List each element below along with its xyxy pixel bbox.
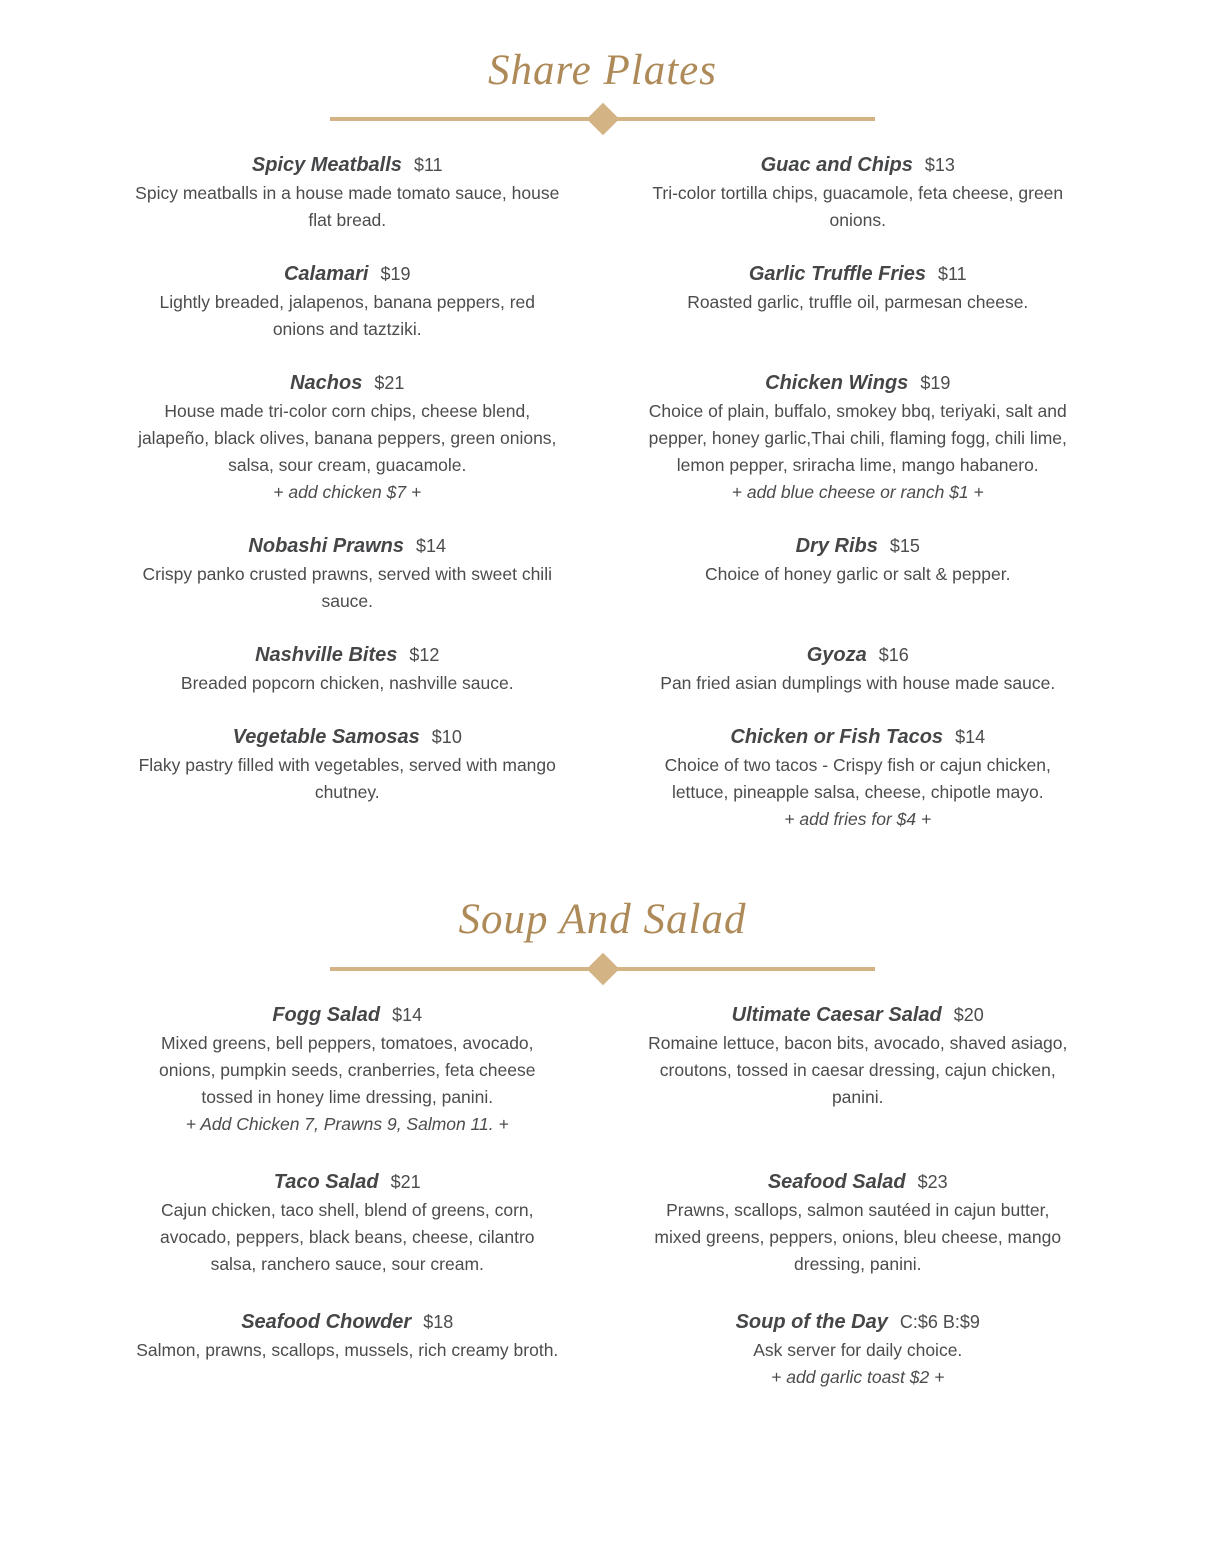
menu-item-dry-ribs <box>611 532 1106 615</box>
item-header <box>611 260 1106 288</box>
item-header <box>611 723 1106 751</box>
item-addon-note: + add chicken $7 + <box>273 482 422 503</box>
item-price: $12 <box>409 645 440 666</box>
item-description: Lightly breaded, jalapenos, banana peppers, red onions and taztziki. <box>159 292 536 340</box>
item-name: Gyoza <box>806 644 867 667</box>
item-header <box>611 1308 1106 1336</box>
menu-item-soup-of-the-day <box>611 1308 1106 1391</box>
item-name: Chicken or Fish Tacos <box>730 726 944 749</box>
item-header <box>100 532 595 560</box>
item-price: C:$6 B:$9 <box>899 1311 980 1332</box>
item-description: Cajun chicken, taco shell, blend of greens, corn, avocado, peppers, black beans, cheese, cilantro salsa, ranchero sauce, sour cream. <box>159 1199 535 1274</box>
item-header <box>100 1168 595 1196</box>
item-name: Fogg Salad <box>272 1003 381 1026</box>
item-description: Pan fried asian dumplings with house made sauce. <box>660 673 1056 694</box>
soup-and-salad-columns <box>0 1001 1205 1391</box>
item-header <box>100 641 595 669</box>
menu-item-spicy-meatballs <box>100 151 595 234</box>
item-name: Vegetable Samosas <box>232 726 420 749</box>
item-name: Soup of the Day <box>735 1310 888 1333</box>
item-name: Seafood Salad <box>767 1170 906 1193</box>
item-price: $11 <box>937 264 967 285</box>
menu-item-chicken-or-fish-tacos <box>611 723 1106 833</box>
section-divider <box>330 117 875 121</box>
item-price: $19 <box>920 373 951 394</box>
item-header <box>611 1001 1106 1029</box>
menu-item-garlic-truffle-fries <box>611 260 1106 343</box>
menu-item-nashville-bites <box>100 641 595 697</box>
item-header <box>100 369 595 397</box>
section-share-plates <box>0 46 1205 833</box>
item-name: Guac and Chips <box>760 154 913 177</box>
section-soup-and-salad <box>0 895 1205 1390</box>
menu-item-nachos <box>100 369 595 506</box>
item-description: Choice of two tacos - Crispy fish or cajun chicken, lettuce, pineapple salsa, cheese, chipotle mayo. <box>664 755 1051 803</box>
item-addon-note: + add fries for $4 + <box>784 809 932 830</box>
item-header <box>100 1001 595 1029</box>
item-header <box>611 532 1106 560</box>
item-name: Nashville Bites <box>255 644 398 667</box>
item-description: Spicy meatballs in a house made tomato sauce, house flat bread. <box>135 183 560 231</box>
item-price: $21 <box>374 373 405 394</box>
item-header <box>611 151 1106 179</box>
item-description: Ask server for daily choice. <box>753 1339 963 1360</box>
item-price: $16 <box>878 645 909 666</box>
item-header <box>100 723 595 751</box>
diamond-ornament <box>586 953 619 986</box>
menu-item-nobashi-prawns <box>100 532 595 615</box>
item-price: $18 <box>423 1311 454 1332</box>
item-header <box>611 369 1106 397</box>
item-header <box>100 151 595 179</box>
menu-item-chicken-wings <box>611 369 1106 506</box>
item-description: Choice of honey garlic or salt & pepper. <box>705 564 1011 585</box>
diamond-ornament <box>586 103 619 136</box>
item-price: $13 <box>924 155 955 176</box>
item-name: Spicy Meatballs <box>251 154 402 177</box>
item-name: Nachos <box>290 372 363 395</box>
item-description: Romaine lettuce, bacon bits, avocado, shaved asiago, croutons, tossed in caesar dressing, cajun chicken, panini. <box>648 1032 1068 1107</box>
item-name: Garlic Truffle Fries <box>748 263 926 286</box>
section-title-share-plates: Share Plates <box>488 47 717 94</box>
item-price: $19 <box>380 264 411 285</box>
item-description: Choice of plain, buffalo, smokey bbq, teriyaki, salt and pepper, honey garlic,Thai chili, flaming fogg, chili lime, lemon pepper, sriracha lime, mango habanero. <box>648 401 1067 476</box>
menu-item-guac-and-chips <box>611 151 1106 234</box>
item-name: Taco Salad <box>273 1170 379 1193</box>
menu-item-fogg-salad <box>100 1001 595 1138</box>
item-name: Chicken Wings <box>765 372 909 395</box>
item-description: Roasted garlic, truffle oil, parmesan cheese. <box>687 292 1029 313</box>
item-name: Ultimate Caesar Salad <box>731 1003 942 1026</box>
item-name: Seafood Chowder <box>241 1310 412 1333</box>
item-price: $11 <box>413 155 443 176</box>
menu-item-vegetable-samosas <box>100 723 595 833</box>
item-addon-note: + Add Chicken 7, Prawns 9, Salmon 11. + <box>185 1113 509 1134</box>
item-price: $14 <box>392 1004 423 1025</box>
menu-item-ultimate-caesar-salad <box>611 1001 1106 1138</box>
item-header <box>611 1168 1106 1196</box>
menu-item-gyoza <box>611 641 1106 697</box>
share-plates-columns <box>0 151 1205 833</box>
item-description: Breaded popcorn chicken, nashville sauce. <box>180 673 514 694</box>
menu-item-seafood-chowder <box>100 1308 595 1391</box>
item-description: Mixed greens, bell peppers, tomatoes, avocado, onions, pumpkin seeds, cranberries, feta cheese tossed in honey lime dressing, panini. <box>159 1032 536 1107</box>
item-name: Calamari <box>283 263 369 286</box>
item-price: $10 <box>431 727 462 748</box>
section-title-soup-and-salad: Soup And Salad <box>458 896 747 944</box>
item-description: Tri-color tortilla chips, guacamole, feta cheese, green onions. <box>652 183 1064 231</box>
section-divider <box>330 967 875 971</box>
item-description: House made tri-color corn chips, cheese blend, jalapeño, black olives, banana peppers, green onions, salsa, sour cream, guacamole. <box>138 401 557 476</box>
menu-item-seafood-salad <box>611 1168 1106 1278</box>
item-header <box>611 641 1106 669</box>
item-addon-note: + add garlic toast $2 + <box>771 1366 945 1387</box>
item-price: $23 <box>917 1171 948 1192</box>
item-name: Nobashi Prawns <box>248 535 405 558</box>
item-header <box>100 260 595 288</box>
item-price: $15 <box>889 536 920 557</box>
item-header <box>100 1308 595 1336</box>
item-name: Dry Ribs <box>795 535 878 558</box>
item-description: Flaky pastry filled with vegetables, served with mango chutney. <box>138 755 556 803</box>
item-description: Crispy panko crusted prawns, served with sweet chili sauce. <box>142 564 552 612</box>
item-description: Prawns, scallops, salmon sautéed in cajun butter, mixed greens, peppers, onions, bleu cheese, mango dressing, panini. <box>654 1199 1062 1274</box>
menu-item-taco-salad <box>100 1168 595 1278</box>
item-addon-note: + add blue cheese or ranch $1 + <box>731 482 984 503</box>
item-price: $20 <box>953 1004 984 1025</box>
item-price: $14 <box>955 727 986 748</box>
item-price: $21 <box>390 1171 421 1192</box>
menu-item-calamari <box>100 260 595 343</box>
item-price: $14 <box>416 536 447 557</box>
item-description: Salmon, prawns, scallops, mussels, rich creamy broth. <box>136 1339 559 1360</box>
